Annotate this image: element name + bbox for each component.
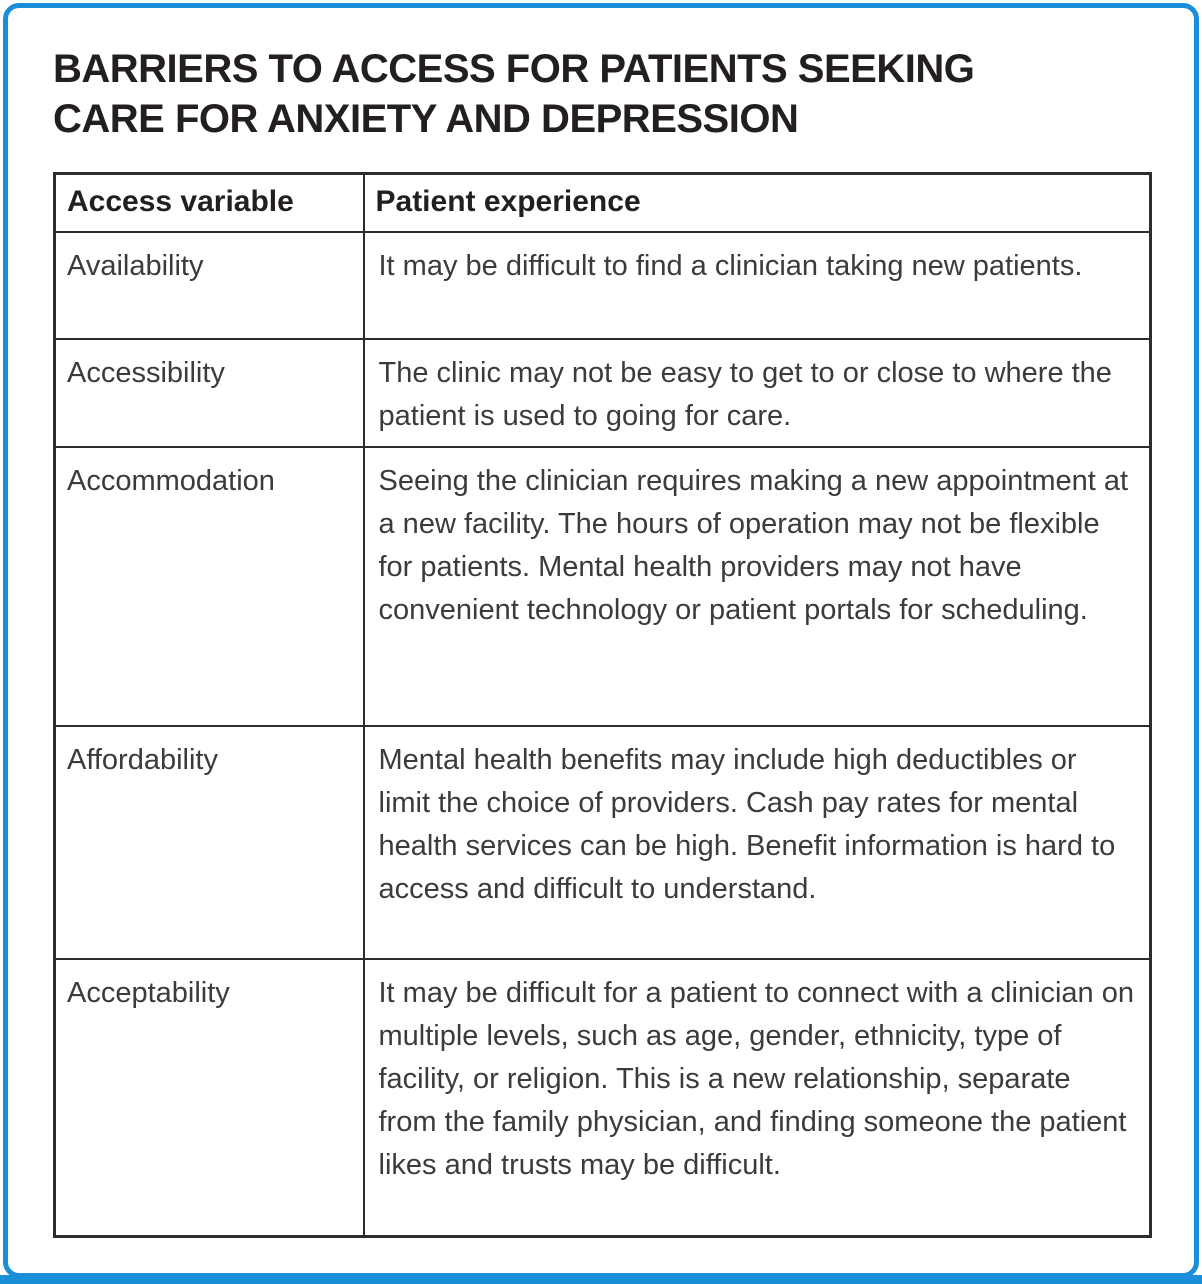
table-row-accommodation [55, 447, 1151, 726]
bottom-accent-bar [0, 1275, 1202, 1284]
patient-experience-cell: Mental health benefits may include high deductibles or limit the choice of providers. Cash pay rates for mental health services can be high. Benefit information is hard to access and difficult to understand. [364, 726, 1151, 959]
barriers-table [53, 172, 1152, 1238]
figure-title: BARRIERS TO ACCESS FOR PATIENTS SEEKING CARE FOR ANXIETY AND DEPRESSION [53, 47, 975, 141]
table-row-accessibility [55, 339, 1151, 447]
patient-experience-cell: It may be difficult for a patient to connect with a clinician on multiple levels, such as age, gender, ethnicity, type of facility, or religion. This is a new relationship, separate from the family physician, and finding someone the patient likes and trusts may be difficult. [364, 959, 1151, 1237]
access-variable-cell: Availability [55, 232, 364, 339]
column-header-patient-experience: Patient experience [364, 174, 1151, 232]
table-row-affordability [55, 726, 1151, 959]
table-header-row [55, 174, 1151, 232]
access-variable-cell: Accessibility [55, 339, 364, 447]
table-row-acceptability [55, 959, 1151, 1237]
column-header-access-variable: Access variable [55, 174, 364, 232]
patient-experience-cell: It may be difficult to find a clinician taking new patients. [364, 232, 1151, 339]
access-variable-cell: Affordability [55, 726, 364, 959]
table-row-availability [55, 232, 1151, 339]
access-variable-cell: Acceptability [55, 959, 364, 1237]
patient-experience-cell: Seeing the clinician requires making a new appointment at a new facility. The hours of operation may not be flexible for patients. Mental health providers may not have convenient technology or patient portals for scheduling. [364, 447, 1151, 726]
figure-frame [3, 3, 1199, 1278]
patient-experience-cell: The clinic may not be easy to get to or close to where the patient is used to going for care. [364, 339, 1151, 447]
access-variable-cell: Accommodation [55, 447, 364, 726]
